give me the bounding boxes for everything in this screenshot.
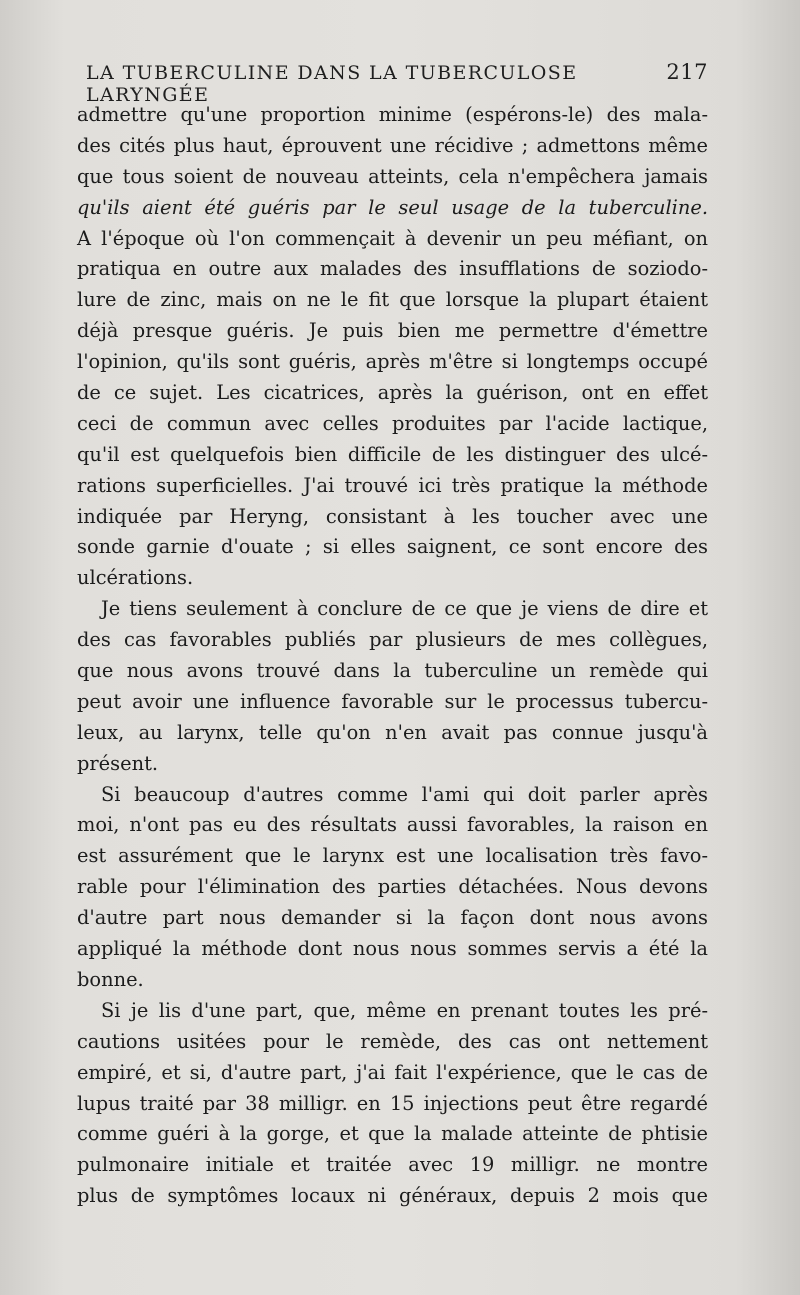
- text-line: indiquée par Heryng, consistant à les toucher avec une: [77, 504, 708, 528]
- paragraph-first-line: Si je lis d'une part, que, même en prenant toutes les pré-: [101, 998, 708, 1022]
- text-line: rations superficielles. J'ai trouvé ici très pratique la méthode: [77, 473, 708, 497]
- text-line: pratiqua en outre aux malades des insufflations de soziodo-: [77, 257, 708, 281]
- text-line: bonne.: [77, 967, 144, 991]
- text-line: empiré, et si, d'autre part, j'ai fait l'expérience, que le cas de: [77, 1060, 708, 1084]
- text-line: rable pour l'élimination des parties détachées. Nous devons: [77, 875, 708, 899]
- text-line: lure de zinc, mais on ne le fit que lorsque la plupart étaient: [77, 288, 708, 312]
- text-line: sonde garnie d'ouate ; si elles saignent, ce sont encore des: [77, 535, 708, 559]
- text-line: de ce sujet. Les cicatrices, après la guérison, ont en effet: [77, 381, 708, 405]
- text-line: moi, n'ont pas eu des résultats aussi favorables, la raison en: [77, 813, 708, 837]
- text-line: plus de symptômes locaux ni généraux, depuis 2 mois que: [77, 1184, 708, 1208]
- text-line: ceci de commun avec celles produites par l'acide lactique,: [77, 411, 708, 435]
- page-number: 217: [666, 60, 708, 84]
- text-line: lupus traité par 38 milligr. en 15 injections peut être regardé: [77, 1091, 708, 1115]
- text-line: des cités plus haut, éprouvent une récidive ; admettons même: [77, 133, 708, 157]
- text-line: comme guéri à la gorge, et que la malade atteinte de phtisie: [77, 1122, 708, 1146]
- text-line: peut avoir une influence favorable sur le processus tubercu-: [77, 689, 708, 713]
- paragraph-first-line: Si beaucoup d'autres comme l'ami qui doit parler après: [101, 782, 708, 806]
- text-line: pulmonaire initiale et traitée avec 19 milligr. ne montre: [77, 1153, 708, 1177]
- text-line: d'autre part nous demander si la façon dont nous avons: [77, 906, 708, 930]
- text-line: admettre qu'une proportion minime (espérons-le) des mala-: [77, 103, 708, 126]
- text-line: est assurément que le larynx est une localisation très favo-: [77, 844, 708, 868]
- text-line: qu'il est quelquefois bien difficile de les distinguer des ulcé-: [77, 442, 708, 466]
- paragraph-first-line: Je tiens seulement à conclure de ce que je viens de dire et: [101, 597, 708, 621]
- text-line: A l'époque où l'on commençait à devenir un peu méfiant, on: [77, 226, 708, 250]
- text-line: l'opinion, qu'ils sont guéris, après m'être si longtemps occupé: [77, 350, 708, 374]
- text-line: déjà presque guéris. Je puis bien me permettre d'émettre: [77, 319, 708, 343]
- text-line: appliqué la méthode dont nous nous sommes servis a été la: [77, 937, 708, 961]
- text-line: qu'ils aient été guéris par le seul usage de la tuberculine.: [77, 195, 708, 219]
- text-line: présent.: [77, 751, 159, 775]
- text-line: que nous avons trouvé dans la tuberculine un remède qui: [77, 659, 708, 683]
- text-line: cautions usitées pour le remède, des cas ont nettement: [77, 1029, 708, 1053]
- running-title: LA TUBERCULINE DANS LA TUBERCULOSE LARYNGÉE: [86, 62, 578, 106]
- text-line: des cas favorables publiés par plusieurs de mes collègues,: [77, 628, 708, 652]
- text-line: que tous soient de nouveau atteints, cela n'empêchera jamais: [77, 164, 708, 188]
- body-text: [77, 100, 708, 1212]
- text-line: ulcérations.: [77, 566, 194, 590]
- text-line: leux, au larynx, telle qu'on n'en avait pas connue jusqu'à: [77, 720, 708, 744]
